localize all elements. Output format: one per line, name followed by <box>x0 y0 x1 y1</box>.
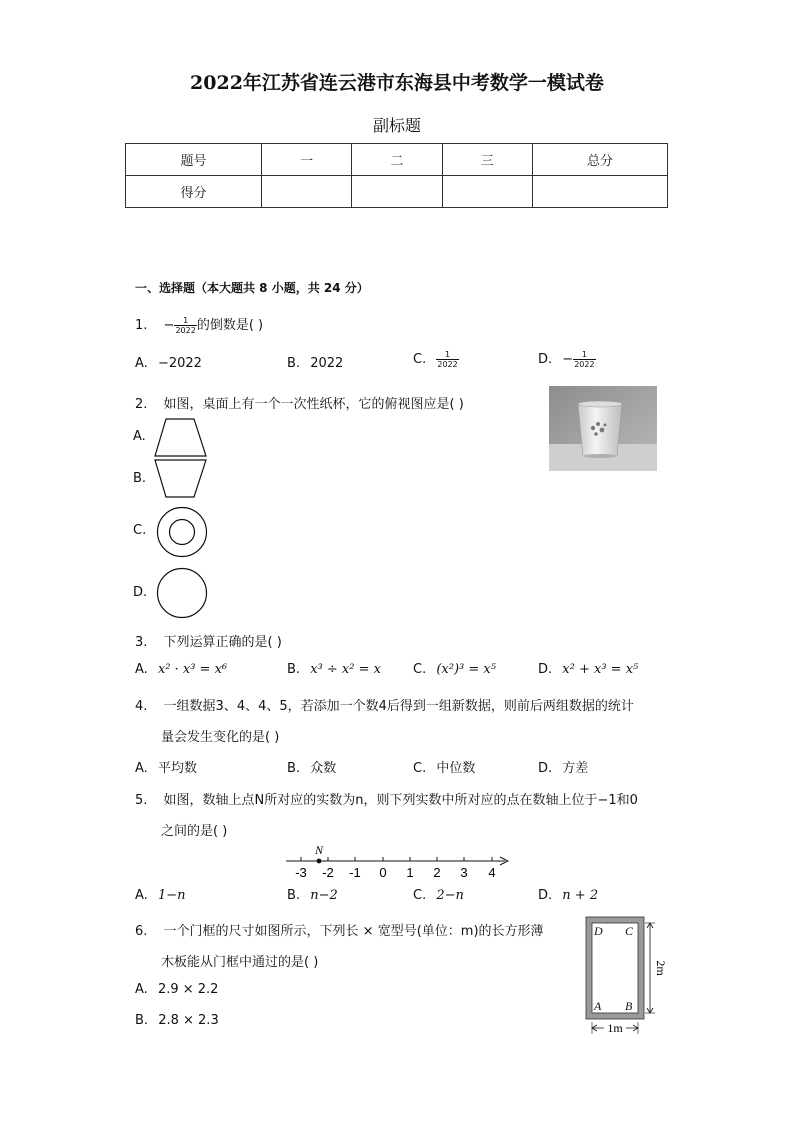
fraction-numerator: 1 <box>174 316 196 326</box>
score-header-cell: 总分 <box>532 144 667 176</box>
option-b[interactable] <box>287 662 381 677</box>
option-letter: D. <box>133 585 148 600</box>
score-table-header-row <box>126 144 668 176</box>
page-subtitle: 副标题 <box>372 116 421 135</box>
option-letter: A. <box>135 888 148 903</box>
option-letter: D. <box>538 662 553 677</box>
score-table <box>125 143 668 208</box>
question-stem-line-1: 一个门框的尺寸如图所示，下列长 × 宽型号(单位：m)的长方形薄 <box>163 924 544 939</box>
fraction-numerator: 1 <box>573 350 595 360</box>
score-cell <box>261 176 351 208</box>
option-letter: A. <box>135 356 148 371</box>
option-text: 2.8 × 2.3 <box>158 1013 219 1028</box>
option-d[interactable] <box>538 888 598 903</box>
point-n-label: N <box>315 843 324 857</box>
option-letter: C. <box>413 352 427 367</box>
option-d[interactable] <box>538 757 588 776</box>
option-letter: B. <box>287 888 301 903</box>
fraction-denominator: 2022 <box>175 326 196 335</box>
fraction <box>436 350 458 369</box>
question-5 <box>135 789 638 808</box>
option-letter: B. <box>133 471 147 486</box>
door-frame-figure <box>583 914 668 1038</box>
tick-label: 3 <box>460 865 468 880</box>
trapezoid-figure-b <box>154 459 208 499</box>
section-heading: 一、选择题（本大题共 8 小题，共 24 分） <box>135 281 369 295</box>
option-text: n + 2 <box>562 888 599 903</box>
option-c[interactable] <box>413 757 475 776</box>
option-a[interactable] <box>133 429 146 444</box>
question-3 <box>135 631 282 650</box>
option-c[interactable] <box>413 888 464 903</box>
option-text: 方差 <box>562 761 589 776</box>
question-6 <box>135 920 544 939</box>
option-text: n−2 <box>310 888 338 903</box>
option-letter: B. <box>287 662 301 677</box>
tick-label: 2 <box>433 865 441 880</box>
question-stem-line-2: 量会发生变化的是( ) <box>161 730 280 745</box>
option-letter: B. <box>287 761 301 776</box>
vertex-label-a: A <box>594 999 602 1013</box>
tick-label: -2 <box>322 865 334 880</box>
option-a[interactable] <box>135 757 197 776</box>
question-number: 6. <box>135 924 148 939</box>
fraction-denominator: 2022 <box>574 360 595 369</box>
option-a[interactable] <box>135 982 218 997</box>
option-d[interactable] <box>538 662 638 677</box>
option-letter: A. <box>135 662 148 677</box>
option-letter: C. <box>133 523 147 538</box>
option-a[interactable] <box>135 888 185 903</box>
score-header-cell: 一 <box>261 144 351 176</box>
option-letter: D. <box>538 761 553 776</box>
fraction <box>174 316 196 335</box>
minus-sign: − <box>163 318 175 333</box>
score-row-label: 得分 <box>126 176 262 208</box>
option-b[interactable] <box>287 888 338 903</box>
tick-label: -1 <box>349 865 361 880</box>
option-text: x² + x³ = x⁵ <box>562 662 639 677</box>
option-c[interactable] <box>413 350 459 369</box>
option-b[interactable] <box>135 1013 219 1028</box>
question-stem-line-1: 如图，数轴上点N所对应的实数为n，则下列实数中所对应的点在数轴上位于−1和0 <box>163 793 638 808</box>
question-stem: 如图，桌面上有一个一次性纸杯，它的俯视图应是( ) <box>163 397 464 412</box>
score-table-row <box>126 176 668 208</box>
option-c[interactable] <box>413 662 496 677</box>
tick-label: 4 <box>488 865 496 880</box>
minus-sign: − <box>562 352 574 367</box>
option-text: 平均数 <box>157 761 197 776</box>
option-letter: C. <box>413 662 427 677</box>
question-number: 1. <box>135 318 148 333</box>
option-d[interactable] <box>538 350 596 369</box>
option-letter: A. <box>135 982 148 997</box>
score-header-cell: 二 <box>352 144 442 176</box>
width-label: 1m <box>607 1021 623 1035</box>
option-letter: B. <box>135 1013 149 1028</box>
question-stem-line-2: 之间的是( ) <box>161 824 228 839</box>
option-b[interactable] <box>133 471 146 486</box>
score-cell <box>442 176 532 208</box>
question-stem-line-1: 一组数据3、4、4、5，若添加一个数4后得到一组新数据，则前后两组数据的统计 <box>163 699 634 714</box>
option-c[interactable] <box>133 523 146 538</box>
option-text: 1−n <box>157 888 186 903</box>
option-letter: D. <box>538 352 553 367</box>
question-number: 4. <box>135 699 148 714</box>
score-header-cell: 题号 <box>126 144 262 176</box>
vertex-label-d: D <box>594 924 603 938</box>
fraction <box>573 350 595 369</box>
question-number: 3. <box>135 635 148 650</box>
option-b[interactable] <box>287 356 343 371</box>
score-cell <box>532 176 667 208</box>
question-4 <box>135 695 634 714</box>
question-stem: 的倒数是( ) <box>196 318 264 333</box>
option-text: 2−n <box>436 888 464 903</box>
concentric-circles-figure <box>156 506 208 558</box>
fraction-denominator: 2022 <box>437 360 458 369</box>
number-line-figure <box>283 841 515 881</box>
option-a[interactable] <box>135 356 202 371</box>
page-title: 2022年江苏省连云港市东海县中考数学一模试卷 <box>190 72 604 94</box>
point-n <box>317 859 322 864</box>
option-text: 中位数 <box>436 761 476 776</box>
height-label: 2m <box>654 960 668 976</box>
option-text: x² · x³ = x⁶ <box>157 662 228 677</box>
option-letter: D. <box>538 888 553 903</box>
tick-label: -3 <box>295 865 307 880</box>
option-text: 2.9 × 2.2 <box>157 982 219 997</box>
question-number: 2. <box>135 397 148 412</box>
option-text: (x²)³ = x⁵ <box>436 662 496 677</box>
option-text: 众数 <box>310 761 337 776</box>
option-text: x³ ÷ x² = x <box>310 662 381 677</box>
option-letter: C. <box>413 761 427 776</box>
tick-label: 0 <box>379 865 387 880</box>
option-d[interactable] <box>133 585 147 600</box>
option-a[interactable] <box>135 662 227 677</box>
score-cell <box>352 176 442 208</box>
option-letter: C. <box>413 888 427 903</box>
vertex-label-c: C <box>625 924 634 938</box>
question-2 <box>135 393 464 412</box>
question-1 <box>135 314 263 335</box>
circle-figure <box>156 567 208 619</box>
trapezoid-figure-a <box>154 418 208 458</box>
score-header-cell: 三 <box>442 144 532 176</box>
option-letter: A. <box>133 429 146 444</box>
tick-label: 1 <box>406 865 414 880</box>
vertex-label-b: B <box>625 999 633 1013</box>
paper-cup-photo <box>549 386 657 471</box>
option-b[interactable] <box>287 757 336 776</box>
question-number: 5. <box>135 793 148 808</box>
option-letter: A. <box>135 761 148 776</box>
option-letter: B. <box>287 356 301 371</box>
fraction-numerator: 1 <box>436 350 458 360</box>
question-stem-line-2: 木板能从门框中通过的是( ) <box>161 955 319 970</box>
option-text: −2022 <box>157 356 202 371</box>
option-text: 2022 <box>310 356 344 371</box>
question-stem: 下列运算正确的是( ) <box>163 635 282 650</box>
